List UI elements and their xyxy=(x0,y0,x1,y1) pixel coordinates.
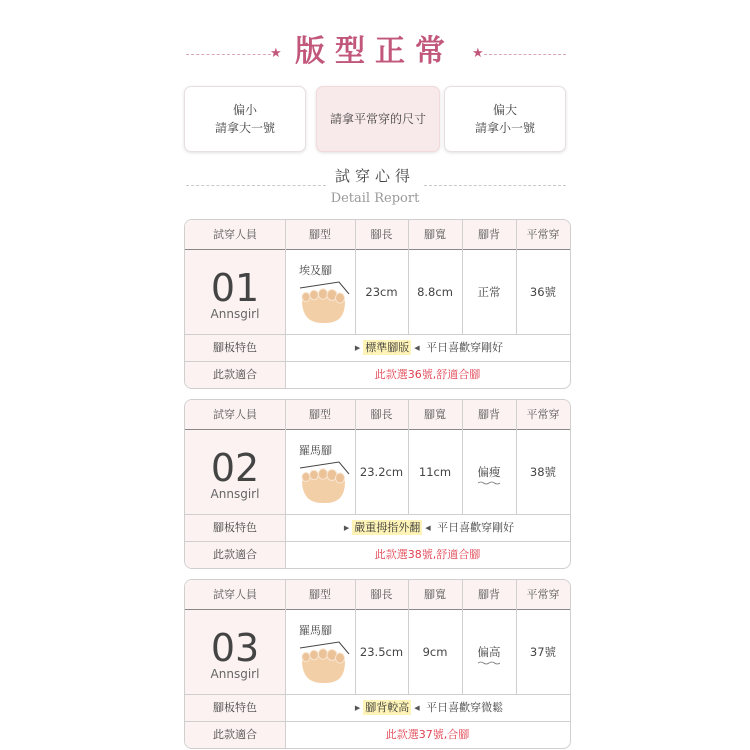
foot-type-label: 羅馬腳 xyxy=(299,624,332,637)
triangle-left-icon: ◀ xyxy=(425,524,431,532)
fit-label: 此款適合 xyxy=(213,728,257,741)
column-divider xyxy=(285,429,286,514)
usual-size: 38號 xyxy=(529,465,557,479)
column-divider xyxy=(285,249,286,334)
column-divider xyxy=(285,609,286,694)
star-icon: ★ xyxy=(270,46,282,61)
column-divider xyxy=(516,580,517,609)
tester-number: 02 xyxy=(210,446,260,490)
column-divider xyxy=(285,400,286,429)
tester-name: Annsgirl xyxy=(210,487,260,501)
feature-label: 腳板特色 xyxy=(213,521,257,534)
foot-illustration-icon xyxy=(297,460,353,504)
foot-illustration-icon xyxy=(297,640,353,684)
tester-number: 01 xyxy=(210,266,260,310)
foot-illustration-icon xyxy=(297,280,353,324)
fit-recommendation: 此款選37號,合腳 xyxy=(385,728,470,741)
foot-length: 23cm xyxy=(365,285,398,299)
size-guide-large xyxy=(444,86,566,152)
foot-width: 8.8cm xyxy=(417,285,453,299)
table-header-cell: 試穿人員 xyxy=(213,408,257,421)
column-divider xyxy=(355,220,356,249)
feature-tag: 嚴重拇指外翻 xyxy=(354,521,421,534)
tester-card xyxy=(184,579,571,749)
fit-recommendation: 此款選38號,舒適合腳 xyxy=(374,548,481,561)
table-header-cell: 腳長 xyxy=(370,588,393,601)
triangle-left-icon: ◀ xyxy=(414,704,420,712)
foot-instep xyxy=(462,644,516,665)
page-title: 版型正常 xyxy=(295,34,455,69)
table-header-cell: 腳背 xyxy=(478,588,500,601)
foot-width: 11cm xyxy=(418,465,452,479)
header-divider-left xyxy=(186,54,276,55)
tester-name: Annsgirl xyxy=(210,307,260,321)
foot-illustration xyxy=(297,280,353,328)
size-guide-large-line2: 請拿小一號 xyxy=(474,121,535,135)
column-divider xyxy=(408,220,409,249)
foot-illustration xyxy=(297,640,353,688)
triangle-right-icon: ▶ xyxy=(354,704,361,712)
tester-card xyxy=(184,219,571,389)
column-divider xyxy=(516,220,517,249)
table-header-cell: 腳寬 xyxy=(424,228,446,241)
triangle-right-icon: ▶ xyxy=(354,344,361,352)
foot-instep-value: 偏瘦 xyxy=(477,465,501,479)
table-header-cell: 腳型 xyxy=(309,588,331,601)
table-header-cell: 腳型 xyxy=(309,408,331,421)
section-divider-right xyxy=(424,185,566,186)
header-divider-right xyxy=(484,54,566,55)
column-divider xyxy=(285,580,286,609)
table-header-cell: 腳背 xyxy=(478,228,500,241)
usual-size: 36號 xyxy=(529,285,557,299)
table-header-cell: 腳寬 xyxy=(424,408,446,421)
size-guide-large-line1: 偏大 xyxy=(492,103,517,117)
table-header-cell: 平常穿 xyxy=(526,588,560,601)
tester-card xyxy=(184,399,571,569)
column-divider xyxy=(408,580,409,609)
section-title: 試穿心得 xyxy=(334,167,415,185)
foot-instep-value: 正常 xyxy=(477,285,501,299)
foot-instep-value: 偏高 xyxy=(477,645,501,659)
feature-tag: 標準腳版 xyxy=(365,341,410,354)
section-subtitle: Detail Report xyxy=(330,191,420,206)
table-header-cell: 試穿人員 xyxy=(213,228,257,241)
feature-description: 平日喜歡穿剛好 xyxy=(426,341,504,354)
column-divider xyxy=(462,220,463,249)
table-header-cell: 平常穿 xyxy=(526,408,560,421)
size-guide-small-line1: 偏小 xyxy=(232,103,257,117)
fit-recommendation: 此款選36號,舒適合腳 xyxy=(374,368,481,381)
size-guide-normal xyxy=(316,86,440,152)
wavy-underline-icon xyxy=(478,661,500,665)
tester-name: Annsgirl xyxy=(210,667,260,681)
column-divider xyxy=(462,580,463,609)
size-guide-normal-line1: 請拿平常穿的尺寸 xyxy=(329,112,426,126)
triangle-left-icon: ◀ xyxy=(414,344,420,352)
foot-instep xyxy=(462,464,516,485)
feature-label: 腳板特色 xyxy=(213,341,257,354)
column-divider xyxy=(355,580,356,609)
foot-width: 9cm xyxy=(422,645,448,659)
feature-tag: 腳背較高 xyxy=(365,701,410,714)
feature-label: 腳板特色 xyxy=(213,701,257,714)
star-icon: ★ xyxy=(472,46,484,61)
foot-type-label: 羅馬腳 xyxy=(299,444,332,457)
table-header-cell: 腳長 xyxy=(370,228,393,241)
feature-text xyxy=(285,334,570,361)
table-header-cell: 試穿人員 xyxy=(213,588,257,601)
table-header-cell: 平常穿 xyxy=(526,228,560,241)
table-header-cell: 腳寬 xyxy=(424,588,446,601)
foot-type-label: 埃及腳 xyxy=(299,264,332,277)
feature-text xyxy=(285,514,570,541)
column-divider xyxy=(516,400,517,429)
size-guide-small xyxy=(184,86,306,152)
table-header-cell: 腳型 xyxy=(309,228,331,241)
foot-instep xyxy=(462,284,516,300)
usual-size: 37號 xyxy=(529,645,557,659)
column-divider xyxy=(462,400,463,429)
tester-number: 03 xyxy=(210,626,260,670)
foot-illustration xyxy=(297,460,353,508)
feature-description: 平日喜歡穿剛好 xyxy=(437,521,515,534)
fit-label: 此款適合 xyxy=(213,368,257,381)
column-divider xyxy=(408,400,409,429)
column-divider xyxy=(285,220,286,249)
wavy-underline-icon xyxy=(478,481,500,485)
feature-description: 平日喜歡穿微鬆 xyxy=(426,701,504,714)
table-header-cell: 腳背 xyxy=(478,408,500,421)
foot-length: 23.5cm xyxy=(359,645,404,659)
triangle-right-icon: ▶ xyxy=(343,524,350,532)
feature-text xyxy=(285,694,570,721)
column-divider xyxy=(355,400,356,429)
size-guide-small-line2: 請拿大一號 xyxy=(214,121,275,135)
foot-length: 23.2cm xyxy=(359,465,404,479)
table-header-cell: 腳長 xyxy=(370,408,393,421)
fit-label: 此款適合 xyxy=(213,548,257,561)
